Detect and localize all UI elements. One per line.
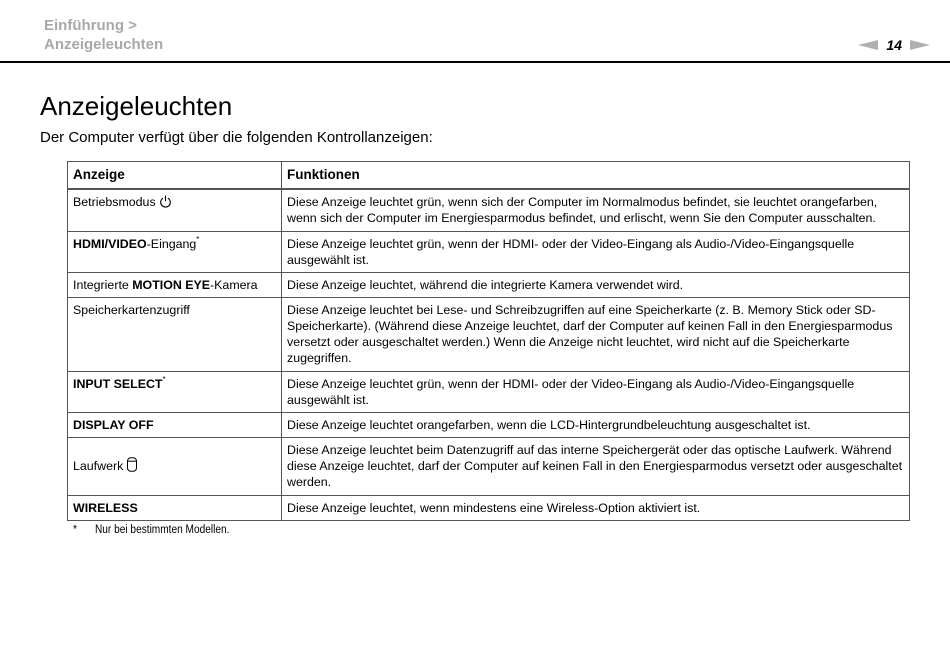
footnote xyxy=(73,524,229,536)
indicator-cell xyxy=(68,297,282,371)
function-cell: Diese Anzeige leuchtet orangefarben, wenn die LCD-Hintergrundbeleuchtung ausgeschaltet ist. xyxy=(282,412,910,437)
indicator-name-prefix: Integrierte xyxy=(73,277,133,292)
indicator-name-suffix: -Kamera xyxy=(210,277,258,292)
indicator-name-suffix: -Eingang xyxy=(146,236,197,251)
page-number: 14 xyxy=(886,37,902,53)
indicator-cell xyxy=(68,189,282,231)
table-row xyxy=(68,412,910,437)
breadcrumb xyxy=(44,16,163,54)
indicator-name-bold: DISPLAY OFF xyxy=(73,417,154,432)
function-cell: Diese Anzeige leuchtet grün, wenn der HDMI- oder der Video-Eingang als Audio-/Video-Eingangsquelle ausgewählt ist. xyxy=(282,371,910,412)
function-cell: Diese Anzeige leuchtet grün, wenn der HDMI- oder der Video-Eingang als Audio-/Video-Eingangsquelle ausgewählt ist. xyxy=(282,231,910,272)
indicator-name-bold: HDMI/VIDEO xyxy=(73,236,147,251)
indicator-name-bold: INPUT SELECT xyxy=(73,376,163,391)
table-row xyxy=(68,231,910,272)
breadcrumb-current: Anzeigeleuchten xyxy=(44,36,164,53)
indicator-name: Laufwerk xyxy=(73,458,124,473)
table-row xyxy=(68,189,910,231)
indicator-name: Betriebsmodus xyxy=(73,195,156,209)
indicator-table xyxy=(67,161,910,521)
function-cell: Diese Anzeige leuchtet, wenn mindestens eine Wireless-Option aktiviert ist. xyxy=(282,495,910,520)
next-page-arrow-icon[interactable] xyxy=(910,40,930,50)
power-icon xyxy=(159,195,172,212)
indicator-name: Speicherkartenzugriff xyxy=(73,302,190,317)
table-row xyxy=(68,297,910,371)
function-cell: Diese Anzeige leuchtet beim Datenzugriff auf das interne Speichergerät oder das optische Laufwerk. Während diese Anzeige leuchtet, darf der Computer auf keinen Fall in den Energiesparmodus versetzt oder ausgeschaltet werden. xyxy=(282,437,910,495)
page-header xyxy=(0,0,950,64)
indicator-name-bold: WIRELESS xyxy=(73,500,138,515)
function-cell: Diese Anzeige leuchtet bei Lese- und Schreibzugriffen auf eine Speicherkarte (z. B. Memory Stick oder SD-Speicherkarte). (Während diese Anzeige leuchtet, darf der Computer auf keinen Fall in den Energiesparmodus versetzt oder ausgeschaltet werden.) Wenn die Anzeige nicht leuchtet, wird nicht auf die Speicherkarte zugegriffen. xyxy=(282,297,910,371)
footnote-star: * xyxy=(73,524,77,536)
indicator-cell xyxy=(68,231,282,272)
column-header-anzeige: Anzeige xyxy=(68,162,282,190)
indicator-cell xyxy=(68,495,282,520)
footnote-marker: * xyxy=(162,374,166,384)
drive-icon xyxy=(126,457,138,476)
header-divider xyxy=(0,61,950,63)
table-row xyxy=(68,272,910,297)
table-row xyxy=(68,495,910,520)
footnote-text: Nur bei bestimmten Modellen. xyxy=(95,524,230,536)
function-cell: Diese Anzeige leuchtet, während die integrierte Kamera verwendet wird. xyxy=(282,272,910,297)
indicator-name-bold: MOTION EYE xyxy=(132,277,211,292)
column-header-funktionen: Funktionen xyxy=(282,162,910,190)
previous-page-arrow-icon[interactable] xyxy=(858,40,878,50)
table-row xyxy=(68,371,910,412)
intro-text: Der Computer verfügt über die folgenden Kontrollanzeigen: xyxy=(40,129,433,146)
table-row xyxy=(68,437,910,495)
page-navigation xyxy=(858,37,930,53)
indicator-cell xyxy=(68,437,282,495)
indicator-cell xyxy=(68,272,282,297)
breadcrumb-parent[interactable]: Einführung > xyxy=(44,17,137,34)
table-header-row xyxy=(68,162,910,190)
indicator-cell xyxy=(68,371,282,412)
page-title: Anzeigeleuchten xyxy=(40,91,233,121)
indicator-cell xyxy=(68,412,282,437)
function-cell: Diese Anzeige leuchtet grün, wenn sich der Computer im Normalmodus befindet, sie leuchtet orangefarben, wenn sich der Computer im Energiesparmodus befindet, und erlischt, wenn Sie den Computer ausschalten. xyxy=(282,189,910,231)
footnote-marker: * xyxy=(196,234,200,244)
